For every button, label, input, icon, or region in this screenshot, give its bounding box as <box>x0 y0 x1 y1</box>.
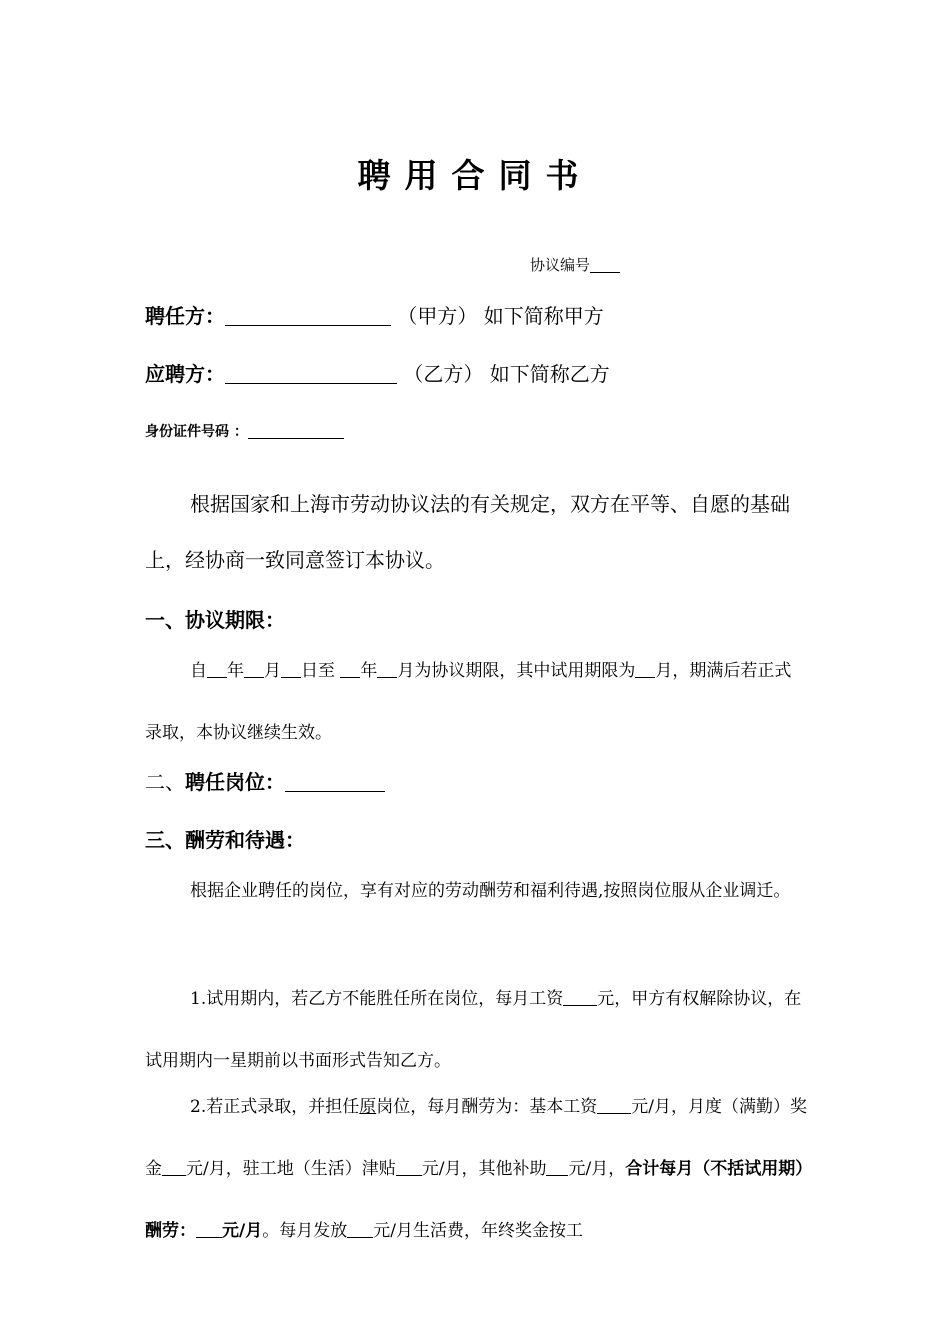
employee-blank[interactable] <box>225 365 397 384</box>
id-number-line <box>145 421 344 441</box>
employer-suffix: （甲方） 如下简称甲方 <box>397 304 604 328</box>
section-3-paragraph-1: 根据企业聘任的岗位，享有对应的劳动酬劳和福利待遇,按照岗位服从企业调迁。 <box>190 881 791 901</box>
employee-line <box>145 358 610 387</box>
agreement-number-label: 协议编号 <box>530 256 591 274</box>
agreement-number-blank[interactable] <box>590 258 620 273</box>
section-1-heading: 一、协议期限： <box>145 608 285 632</box>
position-blank[interactable] <box>285 773 385 792</box>
id-number-blank[interactable] <box>248 425 344 439</box>
intro-paragraph: 根据国家和上海市劳动协议法的有关规定，双方在平等、自愿的基础上，经协商一致同意签订本协议。 <box>145 492 790 572</box>
section-2-title: 聘任岗位： <box>185 770 285 794</box>
section-1-paragraph: 自 年 月 日至 年 月为协议期限，其中试用期限为 月，期满后若正式录取，本协议继续生效。 <box>145 661 792 743</box>
employer-blank[interactable] <box>225 307 391 326</box>
employee-label: 应聘方： <box>145 362 225 386</box>
employer-label: 聘任方： <box>145 304 225 328</box>
section-2-heading <box>145 766 385 795</box>
section-2-number: 二、 <box>145 770 185 794</box>
section-3-paragraph-2: 1.试用期内，若乙方不能胜任所在岗位，每月工资 元，甲方有权解除协议，在试用期内一星期前以书面形式告知乙方。 <box>145 989 802 1071</box>
employee-suffix: （乙方） 如下简称乙方 <box>403 362 610 386</box>
agreement-number-line <box>530 254 620 275</box>
document-title: 聘用合同书 <box>357 156 593 195</box>
id-number-label: 身份证件号码 ： <box>145 424 248 440</box>
employer-line <box>145 300 604 329</box>
section-3-heading: 三、酬劳和待遇： <box>145 828 305 852</box>
section-3-paragraph-3: 2.若正式录取，并担任原岗位，每月酬劳为：基本工资 元/月，月度（满勤）奖金 元/月，驻工地（生活）津贴 元/月，其他补助 元/月，合计每月（不括试用期）酬劳： 元/月。每月发放 元/月生活费，年终奖金按工 <box>145 1097 807 1241</box>
